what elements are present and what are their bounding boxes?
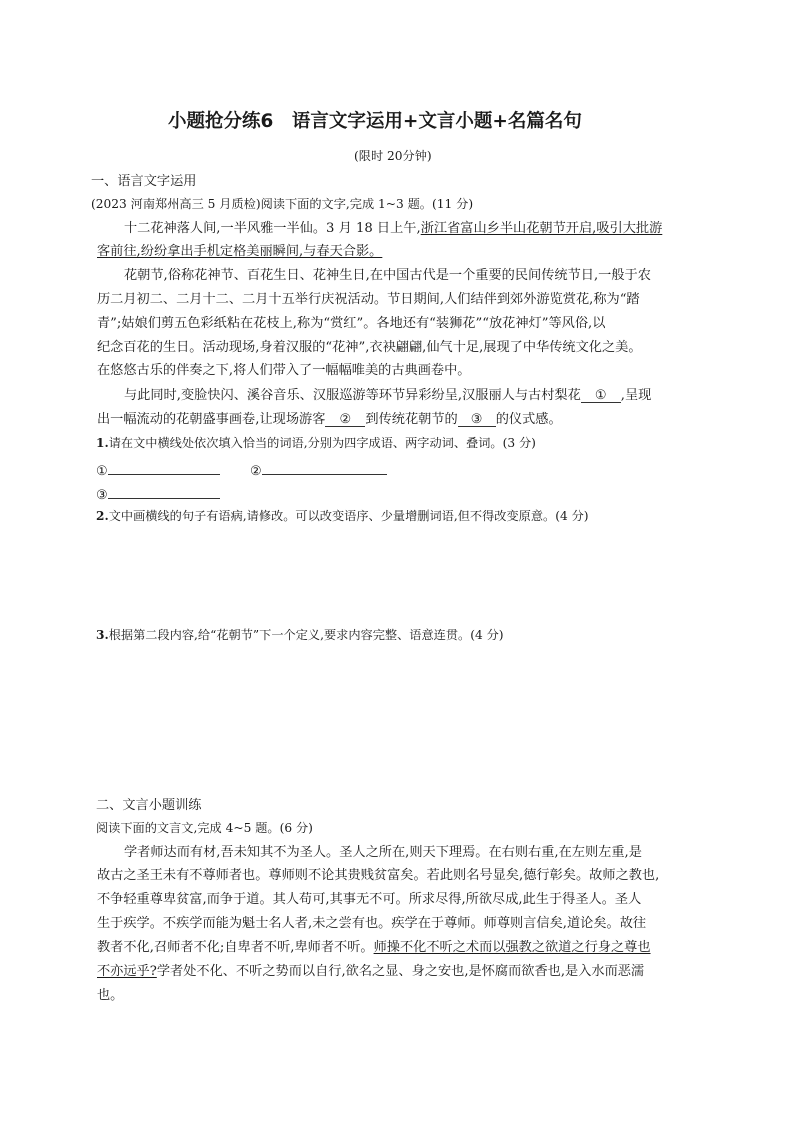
paragraph1-text: 十二花神落人间,一半风雅一半仙。3 月 18 日上午, xyxy=(124,221,421,236)
question-text: 请在文中横线处依次填入恰当的词语,分别为四字成语、两字动词、叠词。(3 分) xyxy=(108,436,536,450)
paragraph2-line3: 青”;姑娘们剪五色彩纸粘在花枝上,称为“赏红”。各地还有“装狮花”“放花神灯”等风俗,以 xyxy=(97,316,606,331)
underlined-sentence: 浙江省富山乡半山花朝节开启,吸引大批游 xyxy=(420,221,663,236)
blank-1: ① xyxy=(581,389,621,403)
classical-text-line6 xyxy=(97,965,644,978)
answer-blank[interactable] xyxy=(108,485,220,499)
classical-text: 学者处不化、不听之势而以自行,欲名之显、身之安也,是怀腐而欲香也,是入水而恶濡 xyxy=(156,964,645,979)
blank-2: ② xyxy=(325,413,365,427)
answer-label: ② xyxy=(250,464,262,479)
paragraph3-line2 xyxy=(97,413,562,427)
answer-line-2 xyxy=(250,461,387,478)
paragraph3-text: 到传统花朝节的 xyxy=(365,412,458,427)
classical-text-line1: 学者师达而有材,吾未知其不为圣人。圣人之所在,则天下理焉。在右则右重,在左则左重,是 xyxy=(124,845,642,860)
section2-heading: 二、文言小题训练 xyxy=(96,798,202,813)
paragraph2-line5: 在悠悠古乐的伴奏之下,将人们带入了一幅幅唯美的古典画卷中。 xyxy=(97,363,471,378)
paragraph2-line4: 纪念百花的生日。活动现场,身着汉服的“花神”,衣袂翩翩,仙气十足,展现了中华传统文化之美。 xyxy=(97,340,642,355)
classical-text: 教者不化,召师者不化;自卑者不听,卑师者不听。 xyxy=(97,940,374,955)
time-limit: (限时 20分钟) xyxy=(354,149,432,163)
question-2 xyxy=(96,510,589,522)
question-text: 根据第二段内容,给“花朝节”下一个定义,要求内容完整、语意连贯。(4 分) xyxy=(108,628,504,642)
paragraph2-line2: 历二月初二、二月十二、二月十五举行庆祝活动。节日期间,人们结伴到郊外游览赏花,称为“踏 xyxy=(97,292,640,307)
question-3 xyxy=(96,629,504,641)
question-text: 文中画横线的句子有语病,请修改。可以改变语序、少量增删词语,但不得改变原意。(4 分) xyxy=(108,509,589,523)
underlined-sentence: 师操不化不听之术而以强教之欲道之行身之尊也 xyxy=(373,940,651,955)
paragraph3-text: 的仪式感。 xyxy=(495,412,562,427)
paragraph3-line1 xyxy=(124,389,651,403)
section2-intro: 阅读下面的文言文,完成 4~5 题。(6 分) xyxy=(96,821,313,835)
page-title: 小题抢分练6 语言文字运用+文言小题+名篇名句 xyxy=(168,111,582,132)
section1-heading: 一、语言文字运用 xyxy=(91,174,197,189)
question-number: 2. xyxy=(96,509,109,523)
paragraph3-text: 与此同时,变脸快闪、溪谷音乐、汉服巡游等环节异彩纷呈,汉服丽人与古村梨花 xyxy=(124,388,581,403)
classical-text-line4: 生于疾学。不疾学而能为魁士名人者,未之尝有也。疾学在于尊师。师尊则言信矣,道论矣。故往 xyxy=(97,916,647,931)
question-number: 1. xyxy=(96,436,109,450)
classical-text-line3: 不争轻重尊卑贫富,而争于道。其人苟可,其事无不可。所求尽得,所欲尽成,此生于得圣人。圣人 xyxy=(97,892,642,907)
answer-label: ① xyxy=(96,464,108,479)
answer-blank[interactable] xyxy=(108,461,220,475)
paragraph1-line2-underlined: 客前往,纷纷拿出手机定格美丽瞬间,与春天合影。 xyxy=(97,244,383,259)
paragraph1-line1 xyxy=(124,222,662,235)
question-1 xyxy=(96,437,536,449)
blank-3: ③ xyxy=(458,413,496,427)
classical-text-line2: 故古之圣王未有不尊师者也。尊师则不论其贵贱贫富矣。若此则名号显矣,德行彰矣。故师之教也, xyxy=(97,868,660,883)
underlined-sentence: 不亦远乎? xyxy=(97,964,157,979)
question-number: 3. xyxy=(96,628,109,642)
section1-source: (2023 河南郑州高三 5 月质检)阅读下面的文字,完成 1~3 题。(11 分) xyxy=(91,197,474,211)
answer-blank[interactable] xyxy=(262,461,387,475)
paragraph2-line1: 花朝节,俗称花神节、百花生日、花神生日,在中国古代是一个重要的民间传统节日,一般于农 xyxy=(124,268,651,283)
classical-text-line5 xyxy=(97,941,651,954)
answer-label: ③ xyxy=(96,488,108,503)
classical-text-line7: 也。 xyxy=(97,988,124,1003)
paragraph3-text: 出一幅流动的花朝盛事画卷,让现场游客 xyxy=(97,412,326,427)
answer-line-1 xyxy=(96,461,220,478)
paragraph3-text: ,呈现 xyxy=(620,388,652,403)
answer-line-3 xyxy=(96,485,220,502)
